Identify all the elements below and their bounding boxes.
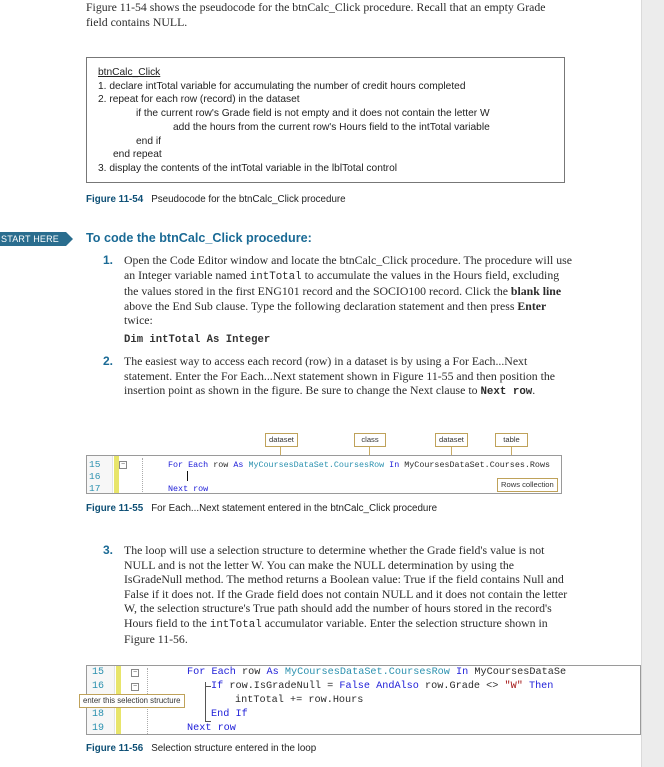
line-number: 18	[92, 709, 105, 720]
callout-dataset: dataset	[435, 433, 468, 447]
code-line-19: Next row	[187, 723, 236, 734]
step-3	[103, 543, 573, 647]
collapse-icon[interactable]: −	[120, 461, 126, 468]
code-line-15: For Each row As MyCoursesDataSet.CoursesRow In MyCoursesDataSe	[187, 667, 567, 678]
pseudocode-box	[86, 57, 565, 183]
pseudocode-line: if the current row's Grade field is not empty and it does not contain the letter W	[136, 108, 490, 120]
pseudocode-line: end repeat	[113, 149, 162, 161]
pseudocode-line: 3. display the contents of the intTotal variable in the lblTotal control	[98, 162, 398, 174]
figure-text: Selection structure entered in the loop	[151, 743, 317, 754]
callout-enter-selection: enter this selection structure	[79, 694, 185, 708]
start-here-arrow: START HERE	[0, 232, 66, 246]
code-line-16: If row.IsGradeNull = False AndAlso row.Grade <> "W" Then	[211, 681, 554, 692]
code-line-15: For Each row As MyCoursesDataSet.CoursesRow In MyCoursesDataSet.Courses.Rows	[168, 460, 551, 470]
code-line-17: intTotal += row.Hours	[235, 695, 364, 706]
pseudocode-title: btnCalc_Click	[98, 67, 161, 78]
figure-11-54-caption	[86, 194, 346, 205]
code-editor-fig55	[86, 455, 562, 494]
line-number: 15	[89, 459, 101, 470]
figure-label: Figure 11-56	[86, 743, 144, 754]
callout-rows-collection: Rows collection	[497, 478, 558, 492]
code-line-17: Next row	[168, 484, 209, 494]
code-line-18: End If	[211, 709, 248, 720]
step-text: The loop will use a selection structure to determine whether the Grade field's value is not NULL and is not the letter W. You can make the NULL determination by using the IsGradeNull method. The method returns a Boolean value: True if the field contains Null and False if it does not. If the Grade field does not contain NULL and it does not contain the letter W, the selection structure's True path should add the number of hours stored in the record's Hours field to the intTotal accumulator variable. Enter the selection structure shown in Figure 11-56.	[124, 543, 568, 646]
intro-paragraph: Figure 11-54 shows the pseudocode for the btnCalc_Click procedure. Recall that an empty Grade field contains NULL.	[86, 0, 546, 29]
step-text: Open the Code Editor window and locate the btnCalc_Click procedure. The procedure will use an Integer variable named intTotal to accumulate the values in the Hours field, excluding the values stored in the first ENG101 record and the SOCIO100 record. Click the blank line above the End Sub clause. Type the following declaration statement and then press Enter twice:	[124, 253, 572, 327]
callout-class: class	[354, 433, 386, 447]
figure-11-55-caption	[86, 503, 437, 514]
figure-text: For Each...Next statement entered in the btnCalc_Click procedure	[151, 503, 438, 514]
line-number: 19	[92, 723, 105, 734]
callout-table: table	[495, 433, 528, 447]
line-number: 17	[89, 483, 101, 494]
collapse-icon[interactable]: −	[132, 669, 138, 676]
callout-dataset: dataset	[265, 433, 298, 447]
figure-11-56-caption	[86, 743, 316, 754]
pseudocode-line: 2. repeat for each row (record) in the dataset	[98, 94, 300, 106]
line-number: 15	[92, 667, 105, 678]
pseudocode-line: end if	[136, 135, 161, 147]
step-number: 2.	[103, 354, 114, 368]
section-heading: To code the btnCalc_Click procedure:	[86, 231, 312, 245]
figure-label: Figure 11-54	[86, 194, 144, 205]
pseudocode-line: add the hours from the current row's Hours field to the intTotal variable	[173, 121, 490, 133]
step-number: 3.	[103, 543, 114, 557]
figure-text: Pseudocode for the btnCalc_Click procedure	[151, 194, 346, 205]
step-1	[103, 253, 573, 328]
step-text: The easiest way to access each record (row) in a dataset is by using a For Each...Next statement. Enter the For Each...Next statement shown in Figure 11-55 and then position the insertion point as shown in the figure. Be sure to change the Next clause to Next row.	[124, 354, 556, 398]
collapse-icon[interactable]: −	[132, 683, 138, 690]
line-number: 16	[89, 471, 101, 482]
scrollbar[interactable]	[641, 0, 664, 767]
pseudocode-line: 1. declare intTotal variable for accumulating the number of credit hours completed	[98, 80, 466, 92]
declaration-code: Dim intTotal As Integer	[124, 334, 271, 346]
step-number: 1.	[103, 253, 114, 267]
line-number: 16	[92, 681, 105, 692]
step-2	[103, 354, 573, 400]
text-cursor	[187, 471, 188, 481]
figure-label: Figure 11-55	[86, 503, 144, 514]
